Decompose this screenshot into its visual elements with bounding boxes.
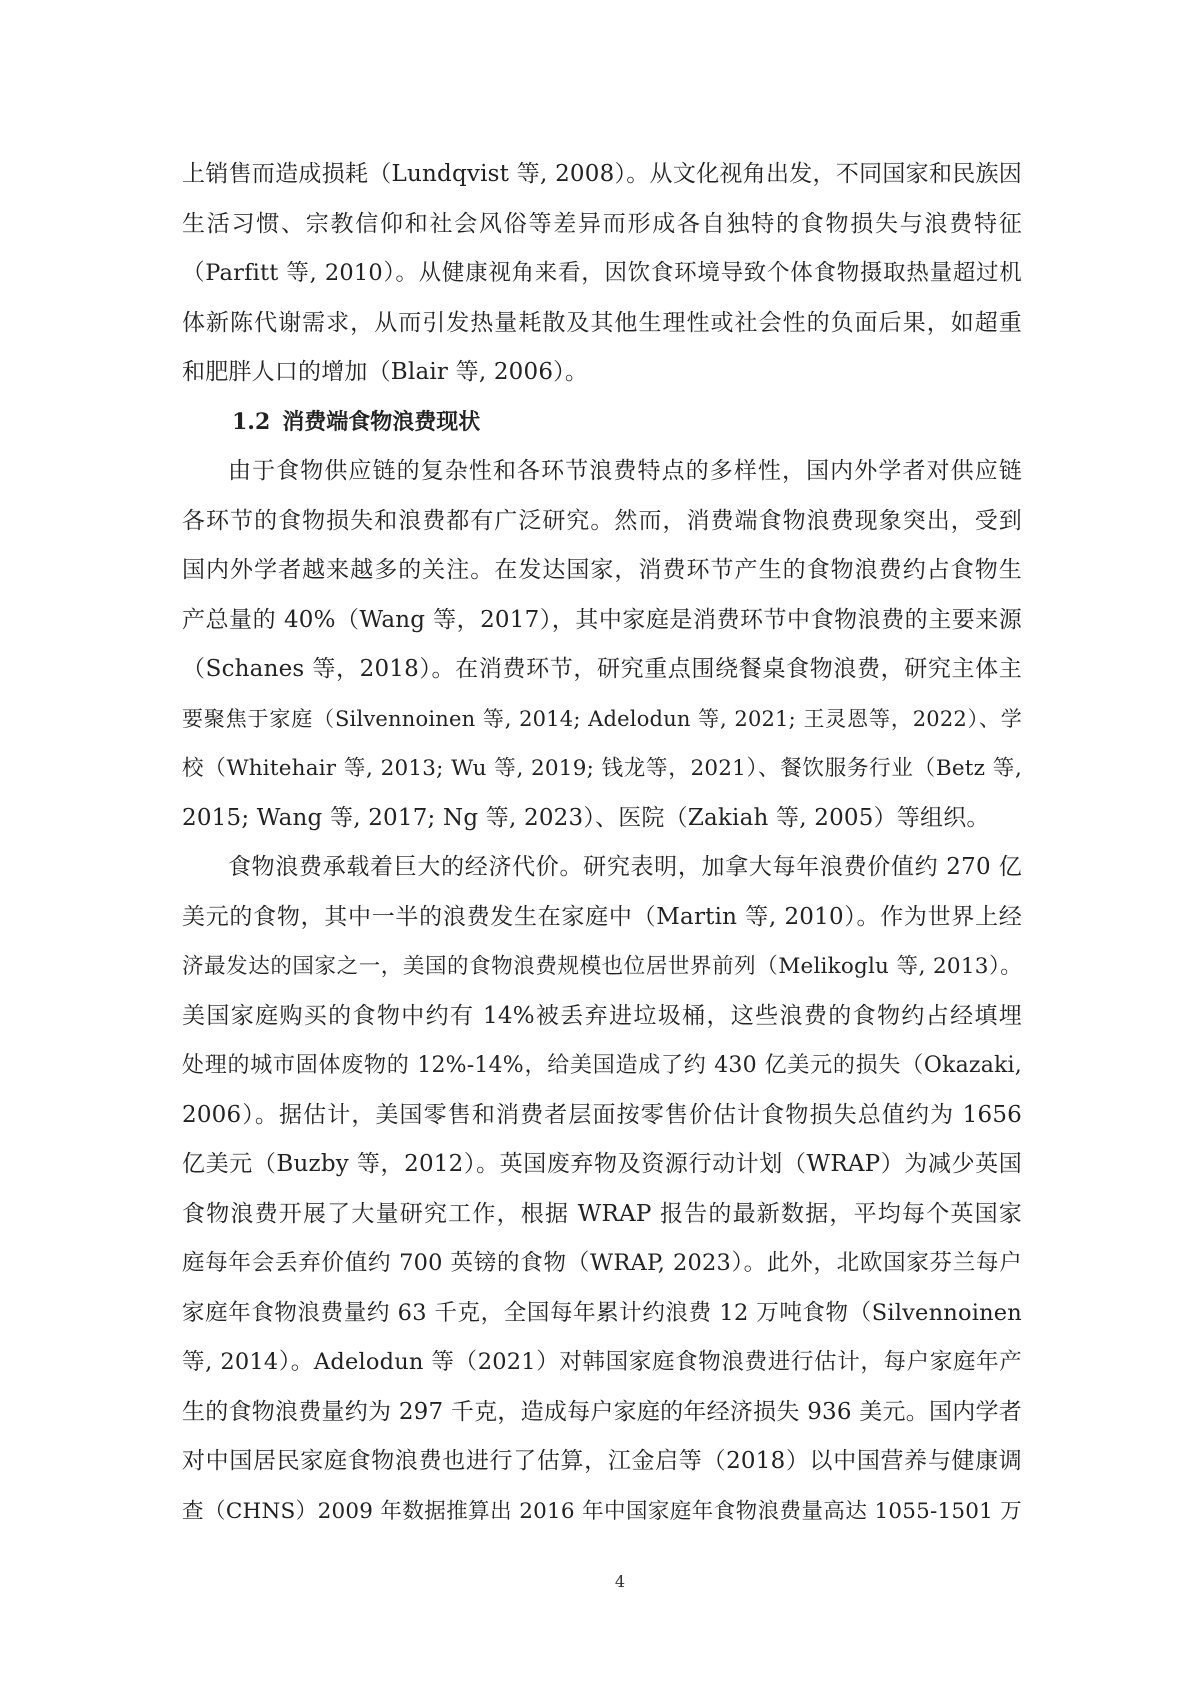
text-line: 济最发达的国家之一，美国的食物浪费规模也位居世界前列（Melikoglu 等, 2013）。 — [182, 954, 1022, 979]
text-line: 家庭年食物浪费量约 63 千克，全国每年累计约浪费 12 万吨食物（Silvennoinen — [182, 1299, 1022, 1326]
text-line: 生的食物浪费量约为 297 千克，造成每户家庭的年经济损失 936 美元。国内学者 — [182, 1398, 1022, 1425]
section-number: 1.2 — [232, 408, 271, 435]
text-line: 食物浪费承载着巨大的经济代价。研究表明，加拿大每年浪费价值约 270 亿 — [228, 854, 1022, 880]
text-line: 等, 2014）。Adelodun 等（2021）对韩国家庭食物浪费进行估计，每户家庭年产 — [182, 1349, 1022, 1375]
section-title: 消费端食物浪费现状 — [282, 408, 481, 435]
text-line: 食物浪费开展了大量研究工作，根据 WRAP 报告的最新数据，平均每个英国家 — [182, 1200, 1022, 1227]
paragraph-economic-cost — [182, 843, 1022, 1536]
text-line: 体新陈代谢需求，从而引发热量耗散及其他生理性或社会性的负面后果，如超重 — [182, 309, 1022, 336]
section-heading — [182, 398, 1022, 448]
text-line: 处理的城市固体废物的 12%-14%，给美国造成了约 430 亿美元的损失（Okazaki, — [182, 1053, 1022, 1078]
text-line: 美元的食物，其中一半的浪费发生在家庭中（Martin 等, 2010）。作为世界上经 — [182, 903, 1022, 930]
text-line: 查（CHNS）2009 年数据推算出 2016 年中国家庭年食物浪费量高达 1055-1501 万 — [182, 1498, 1022, 1524]
text-line: （Parfitt 等, 2010）。从健康视角来看，因饮食环境导致个体食物摄取热量超过机 — [182, 260, 1022, 286]
text-line: 亿美元（Buzby 等，2012）。英国废弃物及资源行动计划（WRAP）为减少英国 — [182, 1151, 1022, 1177]
text-line: 和肥胖人口的增加（Blair 等, 2006）。 — [182, 359, 589, 385]
text-line: 上销售而造成损耗（Lundqvist 等, 2008）。从文化视角出发，不同国家和民族因 — [182, 161, 1022, 187]
text-line: 产总量的 40%（Wang 等，2017），其中家庭是消费环节中食物浪费的主要来源 — [182, 606, 1022, 633]
paragraph-consumption-waste — [182, 447, 1022, 843]
text-line: 美国家庭购买的食物中约有 14%被丢弃进垃圾桶，这些浪费的食物约占经填埋 — [182, 1002, 1022, 1029]
text-line: 各环节的食物损失和浪费都有广泛研究。然而，消费端食物浪费现象突出，受到 — [182, 507, 1022, 534]
text-line: 庭每年会丢弃价值约 700 英镑的食物（WRAP, 2023）。此外，北欧国家芬兰每户 — [182, 1250, 1022, 1276]
text-line: 由于食物供应链的复杂性和各环节浪费特点的多样性，国内外学者对供应链 — [228, 458, 1022, 484]
text-line: 2015; Wang 等, 2017; Ng 等, 2023）、医院（Zakiah 等, 2005）等组织。 — [182, 804, 990, 831]
text-line: 对中国居民家庭食物浪费也进行了估算，江金启等（2018）以中国营养与健康调 — [182, 1448, 1022, 1474]
intro-paragraph — [182, 150, 1022, 398]
text-line: 校（Whitehair 等, 2013; Wu 等, 2019; 钱龙等，2021）、餐饮服务行业（Betz 等, — [182, 756, 1022, 781]
text-line: 国内外学者越来越多的关注。在发达国家，消费环节产生的食物浪费约占食物生 — [182, 557, 1022, 583]
text-line: （Schanes 等，2018）。在消费环节，研究重点围绕餐桌食物浪费，研究主体主 — [182, 656, 1022, 682]
text-line: 要聚焦于家庭（Silvennoinen 等, 2014; Adelodun 等, 2021; 王灵恩等，2022）、学 — [182, 706, 1022, 731]
page-number: 4 — [614, 1572, 626, 1591]
page-body — [182, 150, 1022, 1536]
text-line: 2006）。据估计，美国零售和消费者层面按零售价估计食物损失总值约为 1656 — [182, 1101, 1022, 1128]
text-line: 生活习惯、宗教信仰和社会风俗等差异而形成各自独特的食物损失与浪费特征 — [182, 210, 1022, 237]
